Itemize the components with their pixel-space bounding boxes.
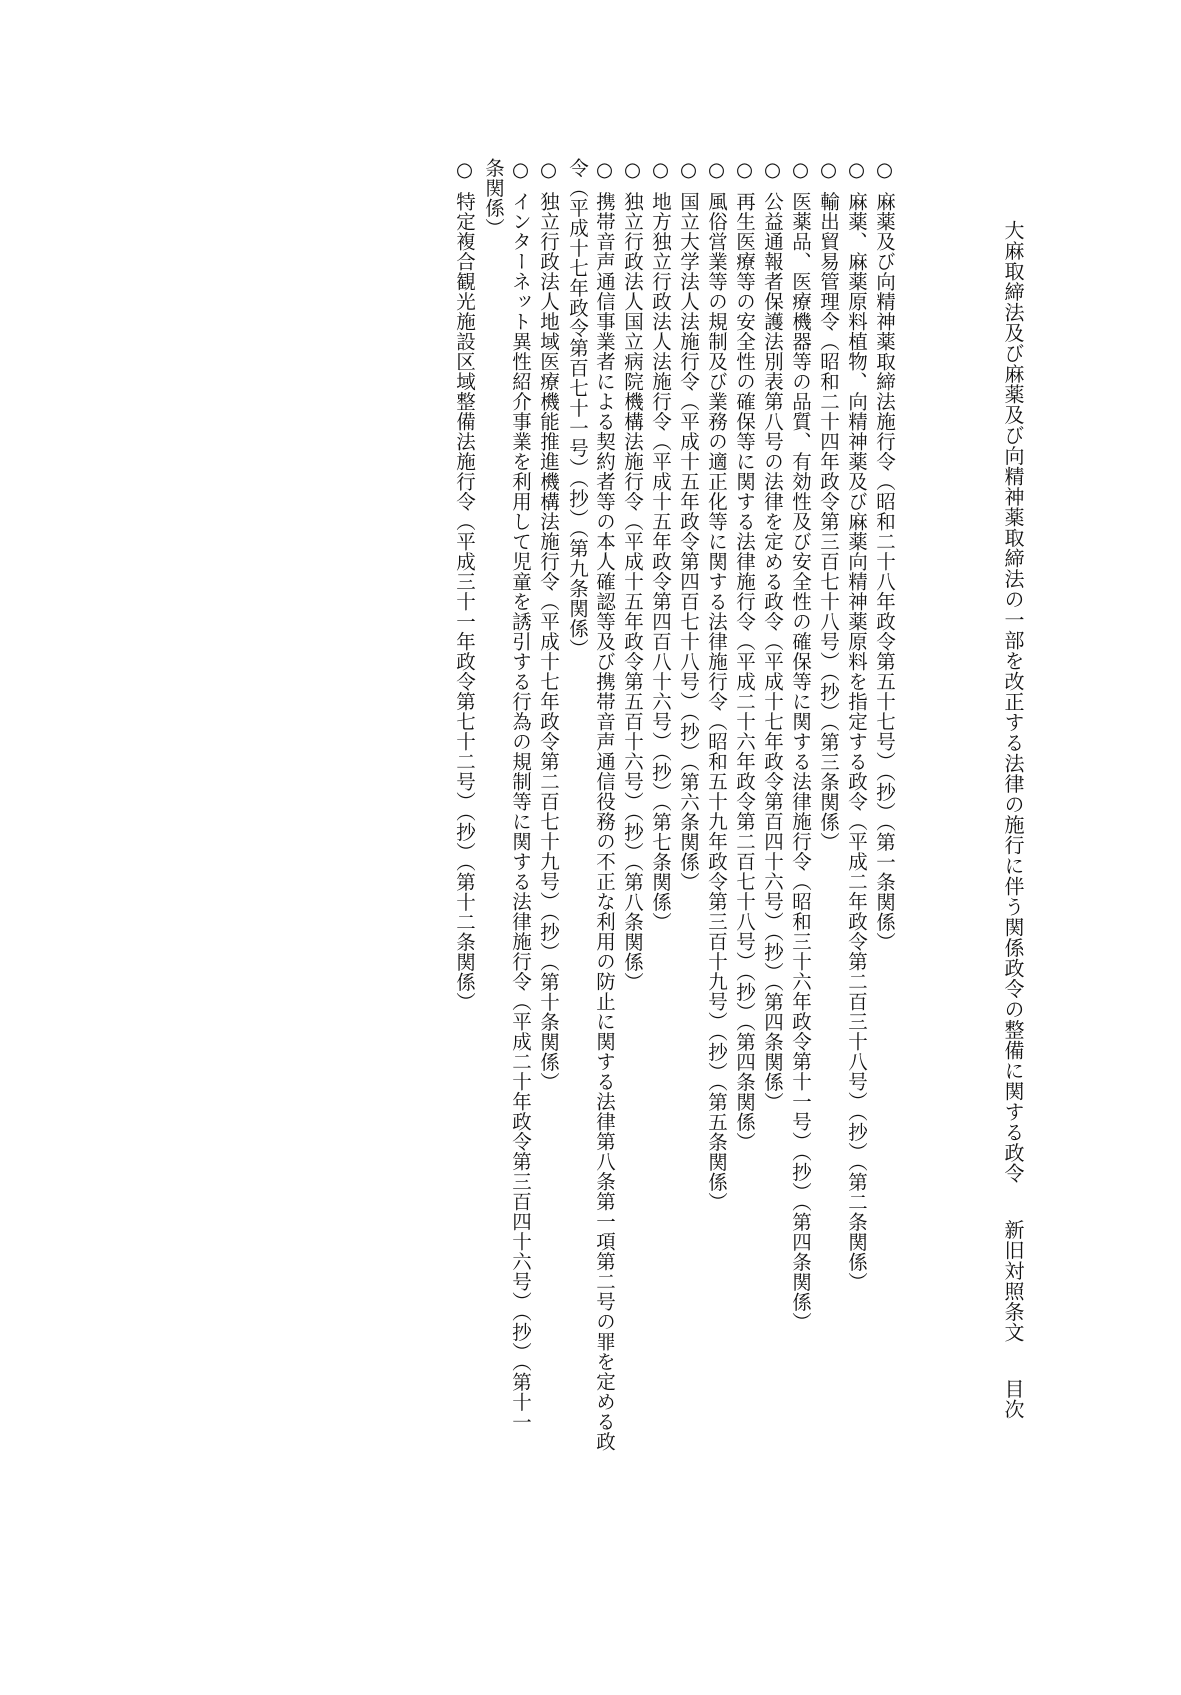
bullet-icon: ○ <box>677 158 700 182</box>
list-item-text: 独立行政法人国立病院機構法施行令（平成十五年政令第五百十六号）（抄）（第八条関係） <box>621 191 644 992</box>
list-item-text: 携帯音声通信事業者による契約者等の本人確認等及び携帯音声通信役務の不正な利用の防止に関する法律第八条第一項第二号の罪を定める政令（平成十七年政令第百七十一号）（抄）（第九条関係） <box>566 158 616 1452</box>
bullet-icon: ○ <box>789 158 812 182</box>
list-item <box>675 158 702 892</box>
document-section: 目次 <box>1001 1378 1025 1420</box>
list-item <box>535 158 562 1092</box>
list-item <box>871 158 898 952</box>
list-item-text: 風俗営業等の規制及び業務の適正化等に関する法律施行令（昭和五十九年政令第三百十九号）（抄）（第五条関係） <box>705 191 728 1212</box>
list-item-text: 特定複合観光施設区域整備法施行令（平成三十一年政令第七十二号）（抄）（第十二条関係） <box>453 191 476 1012</box>
bullet-icon: ○ <box>761 158 784 182</box>
bullet-icon: ○ <box>621 158 644 182</box>
bullet-icon: ○ <box>453 158 476 182</box>
list-item-text: 再生医療等の安全性の確保等に関する法律施行令（平成二十六年政令第二百七十八号）（抄）（第四条関係） <box>733 191 756 1152</box>
list-item-text: 地方独立行政法人法施行令（平成十五年政令第四百八十六号）（抄）（第七条関係） <box>649 191 672 932</box>
list-item-text: インターネット異性紹介事業を利用して児童を誘引する行為の規制等に関する法律施行令（平成二十年政令第三百四十六号）（抄）（第十一条関係） <box>482 158 532 1432</box>
list-item-wrapped <box>480 158 534 1448</box>
list-item-text: 医薬品、医療機器等の品質、有効性及び安全性の確保等に関する法律施行令（昭和三十六年政令第十一号）（抄）（第四条関係） <box>789 191 812 1332</box>
bullet-icon: ○ <box>649 158 672 182</box>
bullet-icon: ○ <box>873 158 896 182</box>
list-item <box>759 158 786 1112</box>
list-item-text: 独立行政法人地域医療機能推進機構法施行令（平成十七年政令第二百七十九号）（抄）（第十条関係） <box>537 191 560 1092</box>
list-item-wrapped <box>564 158 618 1458</box>
bullet-icon: ○ <box>705 158 728 182</box>
list-item-text: 国立大学法人法施行令（平成十五年政令第四百七十八号）（抄）（第六条関係） <box>677 191 700 892</box>
list-item-text: 麻薬、麻薬原料植物、向精神薬及び麻薬向精神薬原料を指定する政令（平成二年政令第二百三十八号）（抄）（第二条関係） <box>845 191 868 1292</box>
list-item <box>815 158 842 852</box>
bullet-icon: ○ <box>509 158 532 182</box>
document-subtitle: 新旧対照条文 <box>1001 1219 1025 1343</box>
list-item-text: 輸出貿易管理令（昭和二十四年政令第三百七十八号）（抄）（第三条関係） <box>817 191 840 852</box>
document-title-line <box>999 220 1026 1420</box>
list-item <box>451 158 478 1012</box>
list-item <box>647 158 674 932</box>
bullet-icon: ○ <box>845 158 868 182</box>
bullet-icon: ○ <box>733 158 756 182</box>
list-item-text: 公益通報者保護法別表第八号の法律を定める政令（平成十七年政令第百四十六号）（抄）（第四条関係） <box>761 191 784 1112</box>
bullet-icon: ○ <box>817 158 840 182</box>
list-item <box>843 158 870 1292</box>
list-item-text: 麻薬及び向精神薬取締法施行令（昭和二十八年政令第五十七号）（抄）（第一条関係） <box>873 191 896 952</box>
bullet-icon: ○ <box>593 158 616 182</box>
document-title: 大麻取締法及び麻薬及び向精神薬取締法の一部を改正する法律の施行に伴う関係政令の整備に関する政令 <box>1001 220 1025 1184</box>
bullet-icon: ○ <box>537 158 560 182</box>
list-item <box>703 158 730 1212</box>
list-item <box>787 158 814 1332</box>
list-item <box>731 158 758 1152</box>
list-item <box>619 158 646 992</box>
